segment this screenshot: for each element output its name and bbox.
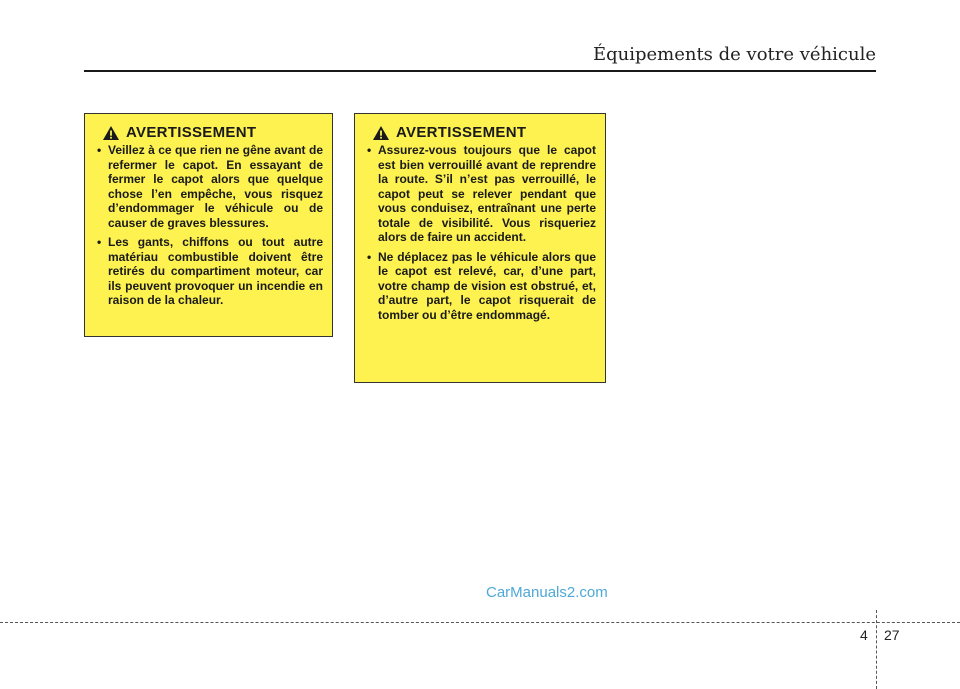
warning-item: • Assurez-vous toujours que le capot est bien verrouillé avant de reprendre la route. S’il n’est pas verrouillé, le capot peut se relever pendant que vous conduisez, entraînant une perte totale de visibilité. Vous risqueriez alors de faire un accident.: [364, 143, 596, 245]
section-title: Équipements de votre véhicule: [592, 44, 876, 65]
header-rule: [84, 70, 876, 72]
chapter-number: 4: [860, 627, 868, 643]
warning-title: AVERTISSEMENT: [126, 124, 257, 141]
footer-rule: [0, 622, 960, 623]
warning-triangle-icon: [102, 125, 120, 141]
warning-box-hood-closing: [84, 113, 333, 337]
warning-item: • Les gants, chiffons ou tout autre matériau combustible doivent être retirés du compartiment moteur, car ils peuvent provoquer un incendie en raison de la chaleur.: [94, 235, 323, 308]
page-number: 27: [884, 627, 900, 643]
warning-header: [372, 124, 596, 141]
warning-triangle-icon: [372, 125, 390, 141]
warning-title: AVERTISSEMENT: [396, 124, 527, 141]
warning-item: • Ne déplacez pas le véhicule alors que le capot est relevé, car, d’une part, votre champ de vision est obstrué, et, d’autre part, le capot risquerait de tomber ou d’être endommagé.: [364, 250, 596, 323]
watermark-link[interactable]: CarManuals2.com: [486, 584, 608, 601]
warning-list: [94, 143, 323, 308]
warning-box-hood-locking: [354, 113, 606, 383]
warning-list: [364, 143, 596, 322]
footer-divider: [876, 610, 877, 689]
warning-header: [102, 124, 323, 141]
warning-item: • Veillez à ce que rien ne gêne avant de refermer le capot. En essayant de fermer le capot alors que quelque chose l’en empêche, vous risquez d’endommager le véhicule ou de causer de graves blessures.: [94, 143, 323, 230]
